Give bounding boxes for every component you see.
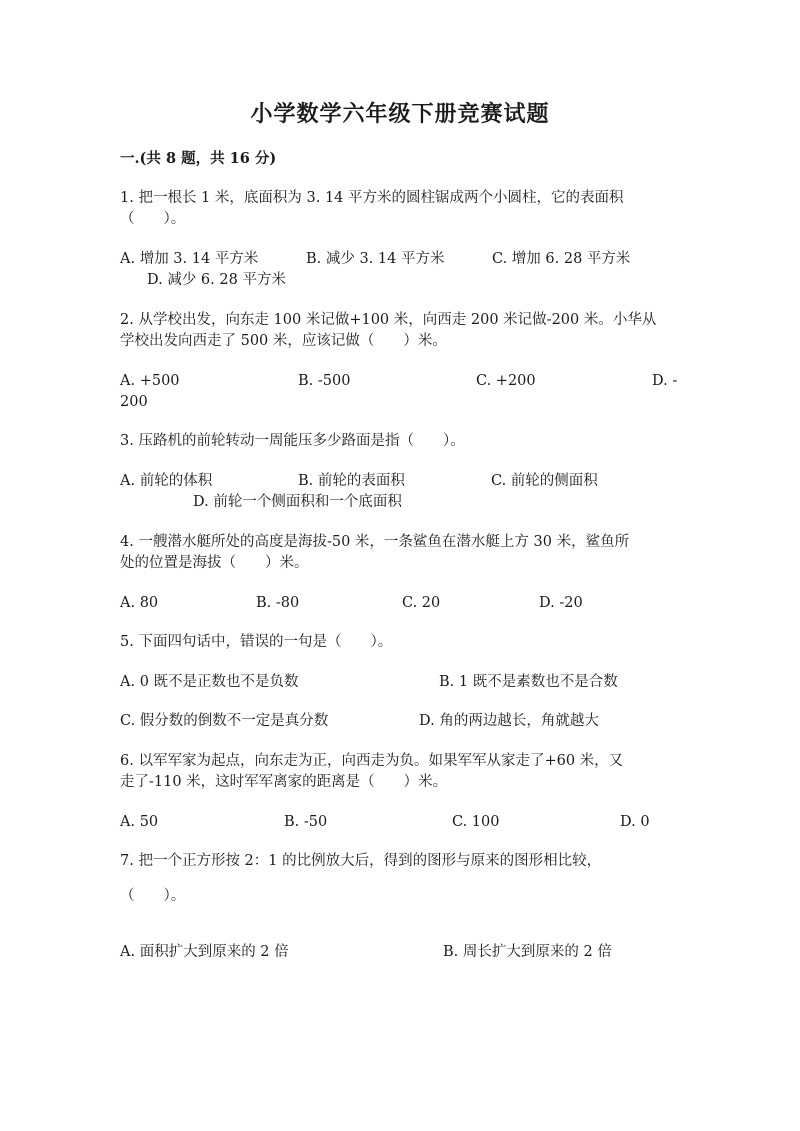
question-2-option-d: D. - [652,373,678,389]
question-4-line-1: 4. 一艘潜水艇所处的高度是海拔-50 米，一条鲨鱼在潜水艇上方 30 米，鲨鱼所 [120,534,630,550]
question-3-option-d: D. 前轮一个侧面积和一个底面积 [193,494,402,510]
question-6-option-d: D. 0 [620,814,650,830]
question-5-option-b: B. 1 既不是素数也不是合数 [439,674,618,690]
question-4-option-a: A. 80 [120,595,159,611]
question-2-line-1: 2. 从学校出发，向东走 100 米记做+100 米，向西走 200 米记做-200 米。小华从 [120,312,657,328]
question-2-option-b: B. -500 [298,373,351,389]
section-heading: 一.(共 8 题，共 16 分) [120,150,277,167]
question-7-line-2: （ ）。 [120,888,186,904]
question-2-line-2: 学校出发向西走了 500 米，应该记做（ ）米。 [120,333,447,349]
question-6-option-b: B. -50 [284,814,328,830]
question-5-option-d: D. 角的两边越长，角就越大 [419,713,599,729]
question-4-option-d: D. -20 [539,595,583,611]
question-5-option-a: A. 0 既不是正数也不是负数 [120,674,299,690]
question-6-option-a: A. 50 [120,814,159,830]
question-1-option-c: C. 增加 6. 28 平方米 [492,251,631,267]
question-6-line-2: 走了-110 米，这时军军离家的距离是（ ）米。 [120,774,448,790]
question-1-line-2: （ ）。 [120,211,186,227]
question-3-line-1: 3. 压路机的前轮转动一周能压多少路面是指（ ）。 [120,433,465,449]
question-6-option-c: C. 100 [452,814,500,830]
question-2-option-d-wrap: 200 [120,394,148,410]
question-4-option-c: C. 20 [402,595,441,611]
question-3-option-a: A. 前轮的体积 [120,473,213,489]
question-5-option-c: C. 假分数的倒数不一定是真分数 [120,713,329,729]
question-3-option-c: C. 前轮的侧面积 [491,473,598,489]
question-5-line-1: 5. 下面四句话中，错误的一句是（ ）。 [120,634,393,650]
question-2-option-c: C. +200 [476,373,536,389]
question-1-line-1: 1. 把一根长 1 米，底面积为 3. 14 平方米的圆柱锯成两个小圆柱，它的表面积 [120,190,624,206]
question-2-option-a: A. +500 [120,373,180,389]
question-1-option-a: A. 增加 3. 14 平方米 [120,251,259,267]
question-6-line-1: 6. 以军军家为起点，向东走为正，向西走为负。如果军军从家走了+60 米，又 [120,753,624,769]
question-4-line-2: 处的位置是海拔（ ）米。 [120,555,309,571]
question-1-option-b: B. 减少 3. 14 平方米 [306,251,445,267]
question-3-option-b: B. 前轮的表面积 [298,473,405,489]
question-7-option-b: B. 周长扩大到原来的 2 倍 [443,944,612,960]
question-1-option-d: D. 减少 6. 28 平方米 [147,272,286,288]
question-7-option-a: A. 面积扩大到原来的 2 倍 [120,944,289,960]
page-title: 小学数学六年级下册竞赛试题 [250,101,550,127]
question-4-option-b: B. -80 [256,595,300,611]
question-7-line-1: 7. 把一个正方形按 2：1 的比例放大后，得到的图形与原来的图形相比较， [120,853,602,869]
